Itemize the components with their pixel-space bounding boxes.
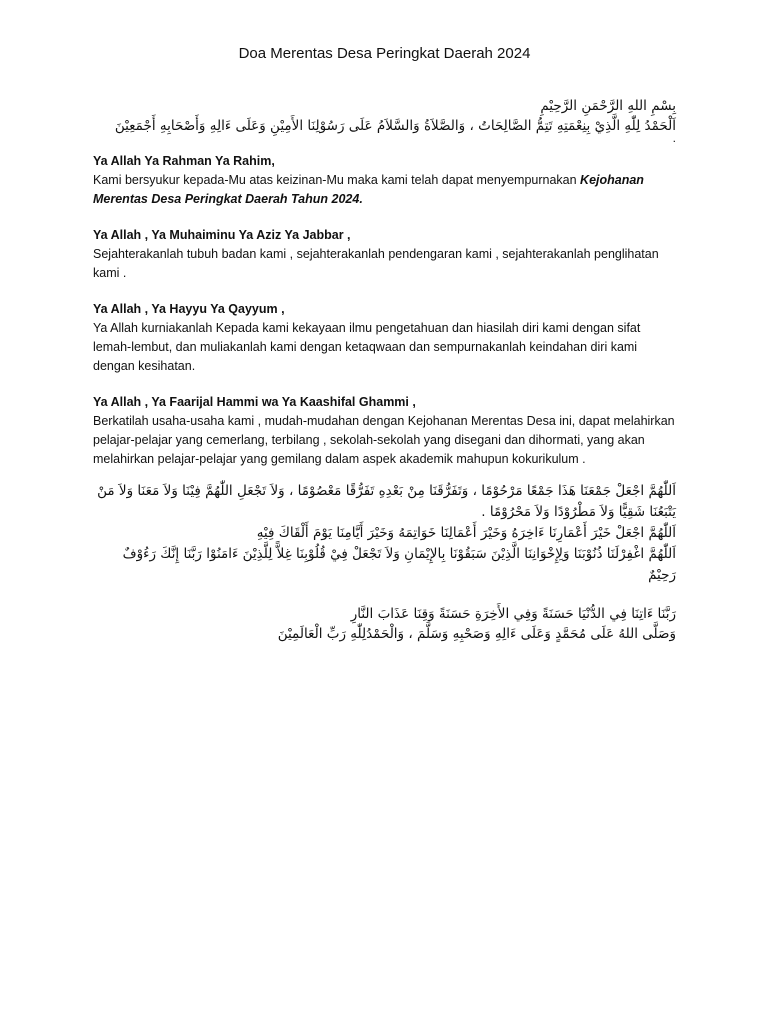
trailing-dot: . bbox=[672, 131, 676, 145]
section-body bbox=[93, 171, 676, 209]
basmalah-line: بِسْمِ اللهِ الرَّحْمَنِ الرَّحِيْمِ bbox=[540, 98, 676, 114]
prayer-section-3 bbox=[93, 300, 676, 376]
section-heading: Ya Allah , Ya Hayyu Ya Qayyum , bbox=[93, 302, 285, 316]
hamdalah-line: اَلْحَمْدُ لِلّٰهِ الَّذِيْ بِنِعْمَتِهِ تَتِمُّ الصَّالِحَاتُ ، وَالصَّلاَةُ وَالسَّلاَمُ عَلَى رَسُوْلِنَا الأَمِيْنِ وَعَلَى ءَالِهِ وَأَصْحَابِهِ أَجْمَعِيْنَ bbox=[114, 118, 676, 134]
closing-arabic-line-4: رَبَّنَا ءَاتِنَا فِي الدُّنْيَا حَسَنَةً وَفِي الأَخِرَةِ حَسَنَةً وَقِنَا عَذَابَ النَّارِ bbox=[350, 606, 676, 622]
closing-arabic-line-1: اَللّٰهُمَّ اجْعَلْ جَمْعَنَا هَذَا جَمْعًا مَرْحُوْمًا ، وَتَفَرُّقَنَا مِنْ بَعْدِهِ تَفَرُّقًا مَعْصُوْمًا ، وَلاَ تَجْعَلِ اللّٰهُمَّ فِيْنَا وَلاَ مَعَنَا وَلاَ مَنْ يَتْبَعُنَا شَقِيًّا وَلاَ مَطْرُوْدًا وَلاَ مَحْرُوْمًا . bbox=[97, 483, 676, 520]
section-heading: Ya Allah , Ya Faarijal Hammi wa Ya Kaashifal Ghammi , bbox=[93, 395, 416, 409]
section-heading: Ya Allah , Ya Muhaiminu Ya Aziz Ya Jabbar , bbox=[93, 228, 351, 242]
closing-arabic-final bbox=[93, 604, 676, 644]
closing-arabic bbox=[93, 481, 676, 586]
page-title: Doa Merentas Desa Peringkat Daerah 2024 bbox=[238, 45, 531, 62]
prayer-section-1 bbox=[93, 152, 676, 209]
section-heading: Ya Allah Ya Rahman Ya Rahim, bbox=[93, 154, 275, 168]
prayer-section-4 bbox=[93, 393, 676, 469]
closing-arabic-line-2: اَللّٰهُمَّ اجْعَلْ خَيْرَ أَعْمَارِنَا ءَاخِرَهُ وَخَيْرَ أَعْمَالِنَا خَوَاتِمَهُ وَخَيْرَ أَيَّامِنَا يَوْمَ أَلْقَاكَ فِيْهِ bbox=[256, 525, 676, 541]
body-text: Kami bersyukur kepada-Mu atas keizinan-Mu maka kami telah dapat menyempurnakan bbox=[93, 173, 581, 187]
prayer-section-2 bbox=[93, 226, 676, 283]
opening-arabic bbox=[93, 96, 676, 136]
section-body: Berkatilah usaha-usaha kami , mudah-mudahan dengan Kejohanan Merentas Desa ini, dapat melahirkan pelajar-pelajar yang cemerlang, terbilang , sekolah-sekolah yang disegani dan dihormati, yang akan melahirkan pelajar-pelajar yang gemilang dalam aspek akademik mahupun kokurikulum . bbox=[93, 414, 675, 466]
section-body: Ya Allah kurniakanlah Kepada kami kekayaan ilmu pengetahuan dan hiasilah diri kami dengan sifat lemah-lembut, dan muliakanlah kami dengan ketaqwaan dan sempurnakanlah keindahan diri kami dengan kesihatan. bbox=[93, 321, 641, 373]
event-name-emphasis: Kejohanan Merentas Desa Peringkat Daerah Tahun 2024. bbox=[93, 173, 644, 206]
closing-arabic-line-3: اَللّٰهُمَّ اغْفِرْلَنَا ذُنُوْبَنَا وَلِإِخْوَانِنَا الَّذِيْنَ سَبَقُوْنَا بِالإِيْمَانِ وَلاَ تَجْعَلْ فِيْ قُلُوْبِنَا غِلاًّ لِلَّذِيْنَ ءَامَنُوْا رَبَّنَا إِنَّكَ رَءُوْفٌ رَحِيْمٌ bbox=[122, 546, 676, 583]
section-body: Sejahterakanlah tubuh badan kami , sejahterakanlah pendengaran kami , sejahterakanlah penglihatan kami . bbox=[93, 247, 659, 280]
closing-arabic-line-5: وَصَلَّى اللهُ عَلَى مُحَمَّدٍ وَعَلَى ءَالِهِ وَصَحْبِهِ وَسَلَّمَ ، وَالْحَمْدُلِلّٰهِ رَبِّ الْعَالَمِيْنَ bbox=[277, 626, 676, 642]
